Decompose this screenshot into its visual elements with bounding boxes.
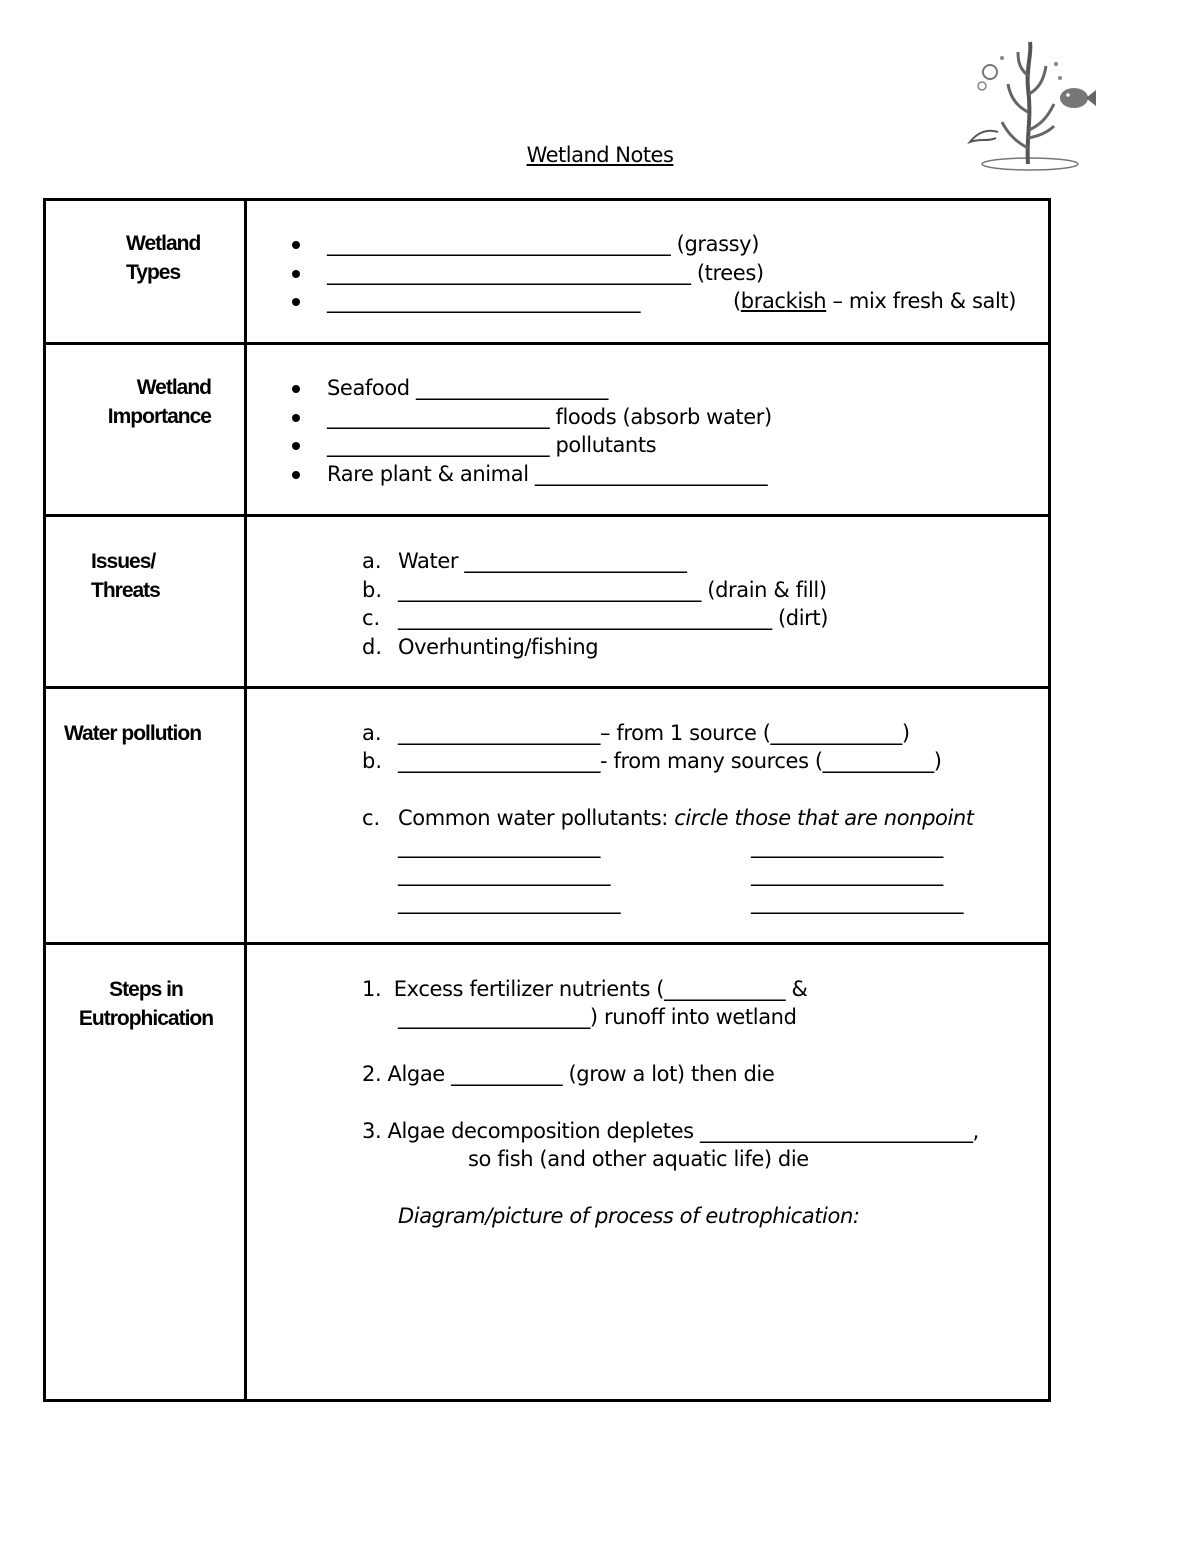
step-line: 3. Algae decomposition depletes ___________________________,: [362, 1119, 979, 1143]
pollutant-blank: ___________________: [751, 862, 943, 886]
prompt-instruction: circle those that are nonpoint: [674, 806, 974, 830]
fill-in-line: ____________________- from many sources (___________): [398, 749, 942, 773]
row-label-line: Threats: [91, 579, 160, 602]
bullet-icon: [292, 471, 300, 479]
row-wetland-importance: [45, 344, 1050, 516]
content-cell: [246, 516, 1050, 688]
fill-in-line: Rare plant & animal _______________________: [327, 462, 768, 486]
row-label-line: Wetland: [136, 376, 211, 399]
pollutant-blank: _____________________: [398, 862, 611, 886]
row-label-line: Water pollution: [64, 722, 202, 745]
bullet-icon: [292, 414, 300, 422]
diagram-prompt: Diagram/picture of process of eutrophication:: [398, 1204, 860, 1228]
row-label: [91, 373, 211, 431]
fill-in-line: ____________________________________ (trees): [327, 261, 764, 285]
content-cell: [246, 344, 1050, 516]
label-cell: [45, 688, 246, 944]
list-marker: c.: [362, 606, 381, 630]
pollutant-blank: ___________________: [751, 834, 943, 858]
list-marker: b.: [362, 749, 383, 773]
bullet-icon: [292, 241, 300, 249]
row-label-line: Steps in: [109, 978, 183, 1001]
list-marker: a.: [362, 549, 382, 573]
content-cell: [246, 688, 1050, 944]
label-cell: [45, 944, 246, 1401]
row-label: [126, 229, 200, 287]
fill-in-line: ______________________________ (drain & fill): [398, 578, 827, 602]
fill-in-line: Water ______________________: [398, 549, 687, 573]
fill-in-line: __________________________________ (grassy): [327, 232, 760, 256]
list-marker: a.: [362, 721, 382, 745]
prompt-line: [398, 804, 974, 833]
bullet-icon: [292, 298, 300, 306]
step-line: 2. Algae ___________ (grow a lot) then die: [362, 1062, 775, 1086]
step-line: so fish (and other aquatic life) die: [468, 1147, 809, 1171]
fill-in-line: Overhunting/fishing: [398, 635, 599, 659]
row-label: [66, 975, 226, 1033]
fill-in-line: ______________________ floods (absorb water): [327, 405, 772, 429]
content-cell: [246, 200, 1050, 344]
fill-in-line: _______________________________: [327, 289, 641, 313]
row-label-line: Eutrophication: [78, 1007, 214, 1030]
step-line: ___________________) runoff into wetland: [398, 1005, 797, 1029]
fill-in-line: _____________________________________ (dirt): [398, 606, 828, 630]
bullet-icon: [292, 270, 300, 278]
row-label-line: Importance: [107, 405, 211, 428]
label-cell: [45, 200, 246, 344]
step-line: 1. Excess fertilizer nutrients (____________ &: [362, 977, 808, 1001]
row-issues-threats: [45, 516, 1050, 688]
list-marker: b.: [362, 578, 383, 602]
fill-in-line: ____________________– from 1 source (_____________): [398, 721, 910, 745]
page-title: Wetland Notes: [526, 143, 674, 167]
pollutant-blank: ____________________: [398, 834, 601, 858]
row-label-line: Wetland: [126, 232, 201, 255]
label-cell: [45, 344, 246, 516]
prompt-text: Common water pollutants:: [398, 806, 675, 830]
notes-table: [43, 198, 1051, 1402]
list-marker: d.: [362, 635, 383, 659]
row-label-line: Issues/: [91, 550, 156, 573]
row-eutrophication: [45, 944, 1050, 1401]
fill-in-line: Seafood ___________________: [327, 376, 608, 400]
row-label: [91, 547, 160, 605]
pollutant-blank: ______________________: [398, 890, 621, 914]
row-wetland-types: [45, 200, 1050, 344]
content-cell: [246, 944, 1050, 1401]
pollutant-blank: _____________________: [751, 890, 964, 914]
row-label-line: Types: [126, 261, 181, 284]
bullet-icon: [292, 385, 300, 393]
list-marker: c.: [362, 806, 381, 830]
row-label: [64, 719, 201, 748]
row-water-pollution: [45, 688, 1050, 944]
label-cell: [45, 516, 246, 688]
bullet-icon: [292, 442, 300, 450]
fill-in-line: ______________________ pollutants: [327, 433, 657, 457]
fill-in-hint: (brackish – mix fresh & salt): [733, 289, 1017, 313]
underlined-term: brackish: [740, 289, 827, 313]
seaweed-fish-illustration-icon: [962, 38, 1096, 178]
